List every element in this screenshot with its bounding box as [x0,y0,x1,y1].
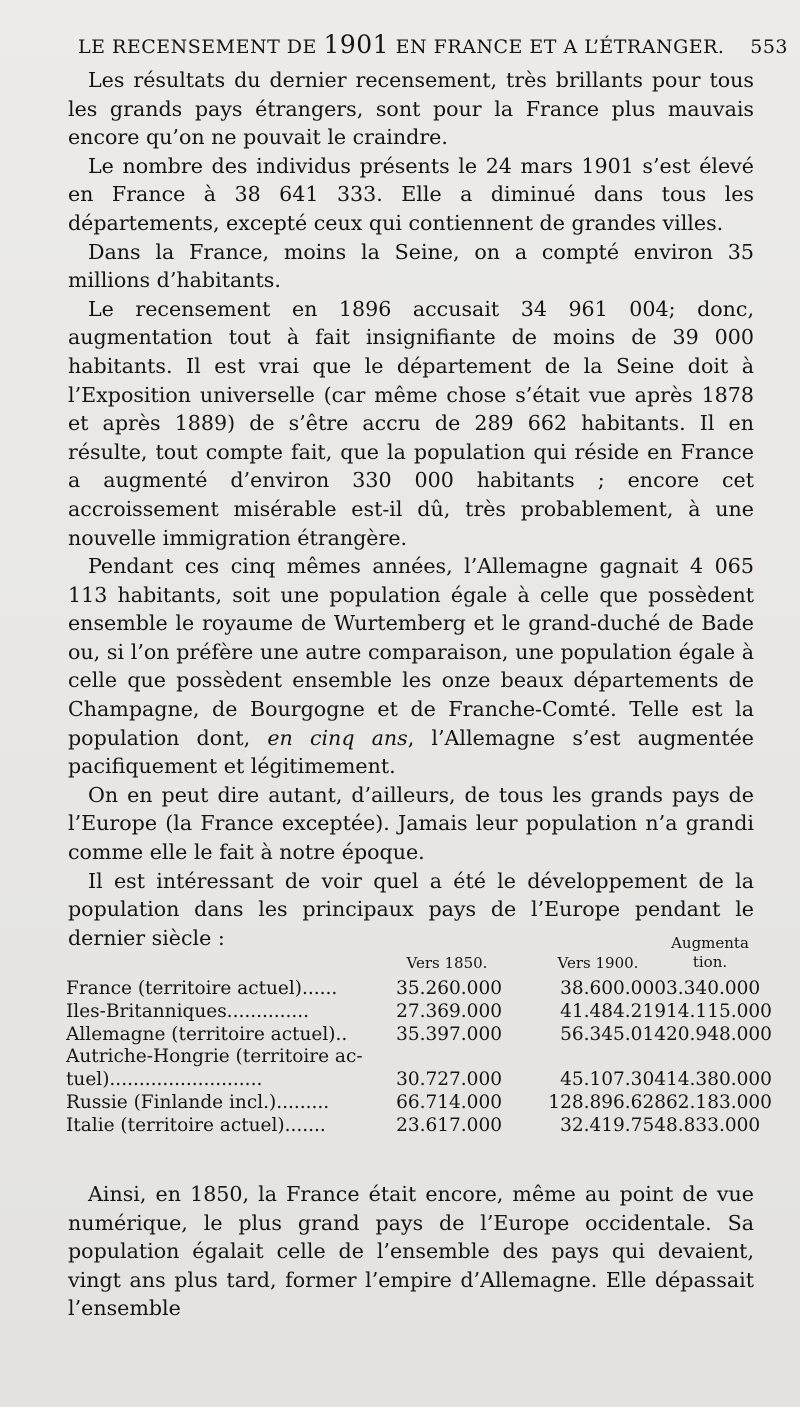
cell-augmentation: 8.833.000 [666,1114,761,1136]
row-label: Italie (territoire actuel)....... [66,1114,326,1136]
paragraph-1: Les résultats du dernier recensement, très brillants pour tous les grands pays étrangers, sont pour la France plus mauvais encore qu’on ne pouvait le craindre. [68,68,754,150]
row-label [66,1046,370,1092]
cell-1900: 128.896.628 [548,1091,666,1113]
cell-1850: 35.397.000 [396,1023,502,1045]
paragraph-2: Le nombre des individus présents le 24 mars 1901 s’est élevé en France à 38 641 333. Elle a diminué dans tous les départements, excepté ceux qui contiennent de grandes villes. [68,153,754,235]
paragraph-closing: Ainsi, en 1850, la France était encore, même au point de vue numérique, le plus grand pays de l’Europe occidentale. Sa population égalait celle de l’ensemble des pays qui devaient, vingt ans plus tard, former l’empire d’Allemagne. Elle dépassait l’ensemble [68,1182,754,1321]
body-text [68,66,754,952]
cell-1850: 35.260.000 [396,978,502,999]
cell-1850: 30.727.000 [396,1069,502,1091]
running-header [78,30,788,66]
cell-augmentation: 20.948.000 [666,1023,772,1045]
cell-1850: 23.617.000 [396,1114,502,1136]
row-label: Russie (Finlande incl.)......... [66,1091,330,1113]
cell-1900: 45.107.304 [560,1069,666,1091]
paragraph-3: Dans la France, moins la Seine, on a compté environ 35 millions d’habitants. [68,239,754,293]
row-label: France (territoire actuel)...... [66,978,338,999]
table-row [66,978,762,1001]
header-title-b: EN FRANCE ET A L’ÉTRANGER. [395,36,725,58]
cell-augmentation: 3.340.000 [666,978,761,999]
cell-1850: 27.369.000 [396,1000,502,1022]
cell-1900: 38.600.000 [560,978,666,999]
paragraph-5-after: , l’Allemagne s’est augmentée pacifiquement et légitimement. [68,725,754,779]
cell-1900: 56.345.014 [560,1023,666,1045]
paragraph-5-before: Pendant ces cinq mêmes années, l’Allemagne gagnait 4 065 113 habitants, soit une population égale à celle que possèdent ensemble le royaume de Wurtemberg et le grand-duché de Bade ou, si l’on préfère une autre comparaison, une population égale à celle que possèdent ensemble les onze beaux départements de Champagne, de Bourgogne et de Franche-Comté. Telle est la population dont, [68,554,754,750]
paragraph-4: Le recensement en 1896 accusait 34 961 004; donc, augmentation tout à fait insignifiante de moins de 39 000 habitants. Il est vrai que le département de la Seine doit à l’Exposition universelle (car même chose s’était vue après 1878 et après 1889) de s’être accru de 289 662 habitants. Il en résulte, tout compte fait, que la population qui réside en France a augmenté d’environ 330 000 habitants ; encore cet accroissement misérable est-il dû, très probablement, à une nouvelle immigration étrangère. [68,296,754,550]
paragraph-6: On en peut dire autant, d’ailleurs, de tous les grands pays de l’Europe (la France exceptée). Jamais leur population n’a grandi comme elle le fait à notre époque. [68,782,754,865]
row-label: Allemagne (territoire actuel).. [66,1023,348,1045]
header-title [78,30,724,59]
table-row [66,1046,772,1092]
table-row [66,1023,772,1047]
header-vers-1850: Vers 1850. [406,954,488,972]
page-number: 553 [750,36,788,58]
closing-text [68,1180,754,1323]
cell-1900: 32.419.754 [560,1114,666,1136]
table-header [66,930,762,978]
table-row [66,1091,772,1115]
cell-augmentation: 14.115.000 [666,1000,772,1022]
cell-augmentation: 14.380.000 [666,1069,772,1091]
row-label-line2: tuel).......................... [66,1069,263,1091]
paragraph-5-italic: en cinq ans [267,725,408,750]
cell-1900: 41.484.219 [560,1000,666,1022]
table-row [66,1115,762,1138]
header-title-a: LE RECENSEMENT DE [78,36,317,58]
cell-augmentation: 62.183.000 [666,1091,772,1113]
table-row [66,1000,772,1024]
paragraph-7: Il est intéressant de voir quel a été le développement de la population dans les principaux pays de l’Europe pendant le dernier siècle : [68,868,754,950]
population-table [66,930,772,1138]
cell-1850: 66.714.000 [396,1091,502,1113]
header-augmentation: Augmentation. [671,934,749,971]
paragraph-5 [68,552,754,781]
header-vers-1900: Vers 1900. [557,954,639,972]
header-year: 1901 [323,30,390,59]
row-label: Iles-Britanniques.............. [66,1000,310,1022]
row-label-line1: Autriche-Hongrie (territoire ac- [66,1046,363,1068]
